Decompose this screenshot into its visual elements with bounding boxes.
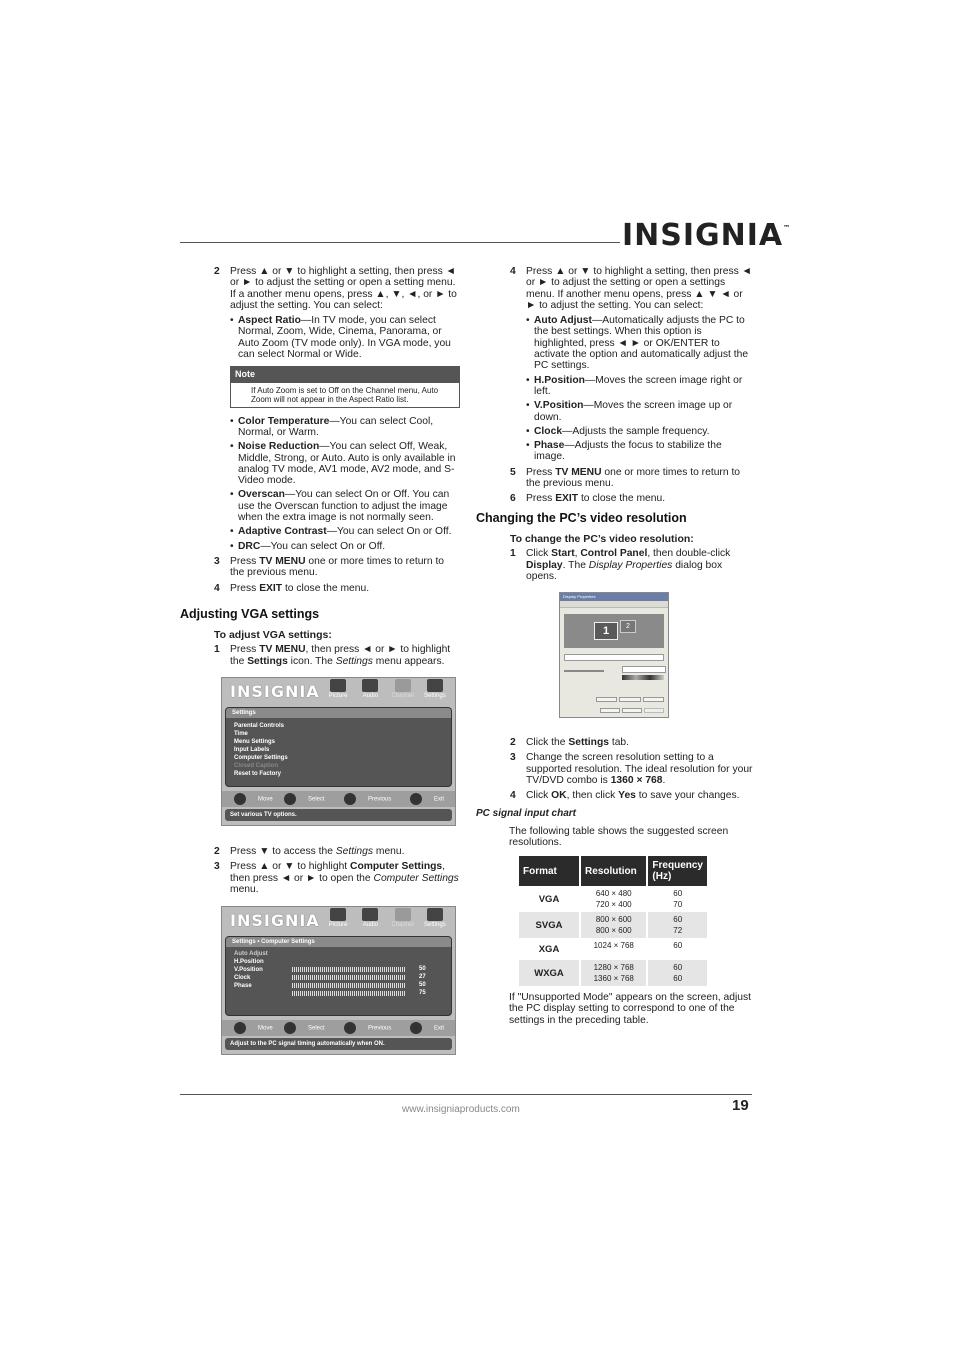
tv-help-text: Adjust to the PC signal timing automatically when ON. (225, 1038, 452, 1050)
pc-resolution-steps (510, 534, 754, 586)
table-row: VGA 640 × 480 720 × 400 60 70 (519, 886, 708, 912)
h-position-value: 50 (419, 966, 426, 972)
tv-menu-panel: Settings • Computer Settings Auto Adjust H.Position V.Position Clock Phase 50 27 50 75 (225, 936, 452, 1016)
page-number: 19 (732, 1097, 749, 1114)
previous-button[interactable]: Previous (344, 793, 391, 805)
bullet-item: • Adaptive Contrast—You can select On or Off. (230, 526, 460, 537)
col-format: Format (519, 856, 580, 886)
chart-intro: The following table shows the suggested screen resolutions. (509, 826, 729, 849)
pc-step-6: 6 Press EXIT to close the menu. (510, 493, 666, 505)
monitor-preview (564, 614, 664, 648)
phase-slider[interactable] (292, 991, 406, 996)
pc-step-1: 1 Click Start, Control Panel, then double-click Display. The Display Properties dialog box opens. (510, 548, 731, 582)
pc-step-2: 2 Click the Settings tab. (510, 737, 630, 748)
bullet-item: • H.Position—Moves the screen image right or left. (526, 375, 754, 398)
display-dropdown[interactable] (564, 654, 664, 661)
bullet-item: • Noise Reduction—You can select Off, Weak, Middle, Strong, or Auto. Auto is only available in analog TV mode, AV1 mode, AV2 mode, and S-Video mode. (230, 441, 460, 486)
menu-item-phase[interactable]: Phase (234, 983, 252, 989)
bullet-item: • Overscan—You can select On or Off. You can use the Overscan function to adjust the image when the extra image is not normally seen. (230, 489, 460, 523)
menu-item-auto-adjust[interactable]: Auto Adjust (234, 951, 268, 957)
vga-step-3: 3 Press ▲ or ▼ to highlight Computer Settings, then press ◄ or ► to open the Computer Settings menu. (214, 861, 459, 895)
vga-step-1: 1 Press TV MENU, then press ◄ or ► to highlight the Settings icon. The Settings menu appears. (214, 644, 451, 667)
pc-step-4b: 4 Click OK, then click Yes to save your changes. (510, 790, 740, 802)
menu-item[interactable]: Reset to Factory (234, 771, 282, 777)
bullet-item: • Phase—Adjusts the focus to stabilize the image. (526, 440, 754, 463)
picture-icon[interactable]: Picture (322, 908, 354, 932)
left-column (214, 266, 460, 598)
menu-item-v-position[interactable]: V.Position (234, 967, 263, 973)
vga-steps (214, 630, 460, 671)
v-position-value: 27 (419, 974, 426, 980)
select-button[interactable]: Select (284, 793, 325, 805)
vga-heading: Adjusting VGA settings (180, 607, 320, 621)
tv-button-bar (222, 791, 455, 807)
pc-step-3: 3 Change the screen resolution setting to a supported resolution. The ideal resolution for your TV/DVD combo is 1360 × 768. (510, 752, 753, 786)
settings-icon[interactable]: Settings (419, 679, 451, 703)
bullet-item: • Clock—Adjusts the sample frequency. (526, 426, 754, 437)
clock-slider[interactable] (292, 983, 406, 988)
dialog-title: Display Properties (560, 593, 668, 601)
pc-subheading: To change the PC’s video resolution: (510, 533, 694, 545)
color-bar (622, 675, 664, 680)
bullet-item: • Color Temperature—You can select Cool, Normal, or Warm. (230, 416, 460, 439)
previous-button[interactable]: Previous (344, 1022, 391, 1034)
troubleshoot-button[interactable] (619, 697, 640, 702)
pc-resolution-steps-2 (510, 737, 754, 805)
resolution-slider[interactable] (564, 670, 604, 672)
select-button[interactable]: Select (284, 1022, 325, 1034)
footer-rule (180, 1094, 752, 1095)
pc-resolution-heading: Changing the PC’s video resolution (476, 511, 687, 525)
exit-button[interactable]: Exit (410, 793, 444, 805)
phase-value: 75 (419, 990, 426, 996)
table-row: WXGA 1280 × 768 1360 × 768 60 60 (519, 960, 708, 986)
channel-icon[interactable]: Channel (387, 679, 419, 703)
bullet-item: • V.Position—Moves the screen image up or down. (526, 400, 754, 423)
step-3: 3 Press TV MENU one or more times to return to the previous menu. (214, 555, 445, 579)
apply-button[interactable] (644, 708, 664, 713)
col-resolution: Resolution (580, 856, 647, 886)
tv-logo: INSIGNIA (230, 682, 320, 701)
move-button[interactable]: Move (234, 1022, 273, 1034)
header-rule (180, 242, 620, 243)
chart-heading: PC signal input chart (476, 808, 577, 819)
tv-help-text: Set various TV options. (225, 809, 452, 821)
menu-item-clock[interactable]: Clock (234, 975, 251, 981)
bullet-item: • DRC—You can select On or Off. (230, 541, 460, 552)
table-row: XGA 1024 × 768 60 (519, 938, 708, 960)
vga-step-2: 2 Press ▼ to access the Settings menu. (214, 846, 405, 857)
h-position-slider[interactable] (292, 967, 406, 972)
clock-value: 50 (419, 982, 426, 988)
move-button[interactable]: Move (234, 793, 273, 805)
tv-computer-settings-menu (221, 906, 456, 1055)
right-column (510, 266, 754, 509)
menu-item[interactable]: Time (234, 731, 248, 737)
monitor-2[interactable]: 2 (620, 620, 636, 633)
picture-icon[interactable]: Picture (322, 679, 354, 703)
unsupported-mode-text: If "Unsupported Mode" appears on the screen, adjust the PC display setting to correspond to one of the settings in the preceding table. (509, 992, 751, 1026)
pc-signal-table (519, 856, 709, 986)
table-row: SVGA 800 × 600 800 × 600 60 72 (519, 912, 708, 938)
menu-item[interactable]: Parental Controls (234, 723, 285, 729)
tv-logo: INSIGNIA (230, 911, 320, 930)
step-4: 4 Press EXIT to close the menu. (214, 582, 370, 594)
tv-settings-menu (221, 677, 456, 826)
step-2: 2 Press ▲ or ▼ to highlight a setting, then press ◄ or ► to adjust the setting or open a setting menu. If a another menu opens, press ▲, ▼, ◄, or ► to adjust the setting. You can select: • Aspect Ratio—In TV mode, you can select Normal, Zoom, Wide, Cinema, Panorama, or Auto Zoom (TV mode only). In VGA mode, you can select Normal or Wide. Note If Auto Zoom is set to Off on the Channel menu, Auto Zoom will not appear in the Aspect Ratio list. • Color Temperature—You can select Cool, Normal, or Warm. • Noise Reduction—You can select Off, Weak, Middle, Strong, or Auto. Auto is only available in analog TV mode, AV1 mode, AV2 mode, and S-Video mode. • Overscan—You can select On or Off. You can use the Overscan function to adjust the image when the extra image is not normally seen. • Adaptive Contrast—You can select On or Off. • DRC—You can select On or Off. (214, 266, 460, 552)
pc-step-4: 4 Press ▲ or ▼ to highlight a setting, then press ◄ or ► to adjust the setting or open a settings menu. If another menu opens, press ▲ ▼ ◄ or ► to adjust the setting. You can select: • Auto Adjust—Automatically adjusts the PC to the best settings. When this option is highlighted, press ◄ ► or OK/ENTER to activate the option and automatically adjust the PC settings. • H.Position—Moves the screen image right or left. • V.Position—Moves the screen image up or down. • Clock—Adjusts the sample frequency. • Phase—Adjusts the focus to stabilize the image. (510, 266, 754, 463)
menu-item[interactable]: Input Labels (234, 747, 270, 753)
settings-icon[interactable]: Settings (419, 908, 451, 932)
menu-item[interactable]: Computer Settings (234, 755, 288, 761)
audio-icon[interactable]: Audio (354, 908, 386, 932)
menu-item-h-position[interactable]: H.Position (234, 959, 264, 965)
tv-button-bar (222, 1020, 455, 1036)
col-frequency: Frequency (Hz) (647, 856, 708, 886)
identify-button[interactable] (596, 697, 617, 702)
channel-icon[interactable]: Channel (387, 908, 419, 932)
ok-button[interactable] (600, 708, 620, 713)
menu-item: Closed Caption (234, 763, 279, 769)
bullet-item: • Auto Adjust—Automatically adjusts the PC to the best settings. When this option is highlighted, press ◄ ► or OK/ENTER to activate the option and automatically adjust the PC settings. (526, 315, 754, 371)
brand-logo: INSIGNIA™ (622, 218, 792, 253)
v-position-slider[interactable] (292, 975, 406, 980)
exit-button[interactable]: Exit (410, 1022, 444, 1034)
color-quality-dropdown[interactable] (622, 666, 666, 673)
menu-item[interactable]: Menu Settings (234, 739, 276, 745)
pc-step-5: 5 Press TV MENU one or more times to return to the previous menu. (510, 466, 741, 490)
tv-menu-panel: Settings Parental Controls Time Menu Settings Input Labels Computer Settings Closed Caption Reset to Factory (225, 707, 452, 787)
monitor-1[interactable]: 1 (594, 622, 618, 640)
footer-url[interactable]: www.insigniaproducts.com (402, 1104, 520, 1115)
cancel-button[interactable] (622, 708, 642, 713)
audio-icon[interactable]: Audio (354, 679, 386, 703)
bullet-aspect-ratio: • Aspect Ratio—In TV mode, you can select Normal, Zoom, Wide, Cinema, Panorama, or Auto Zoom (TV mode only). In VGA mode, you can select Normal or Wide. (230, 315, 460, 360)
advanced-button[interactable] (643, 697, 664, 702)
display-properties-dialog (559, 592, 669, 718)
vga-steps-2 (214, 846, 460, 899)
vga-subheading: To adjust VGA settings: (214, 629, 332, 641)
note-box: Note If Auto Zoom is set to Off on the Channel menu, Auto Zoom will not appear in the Aspect Ratio list. (230, 366, 460, 407)
